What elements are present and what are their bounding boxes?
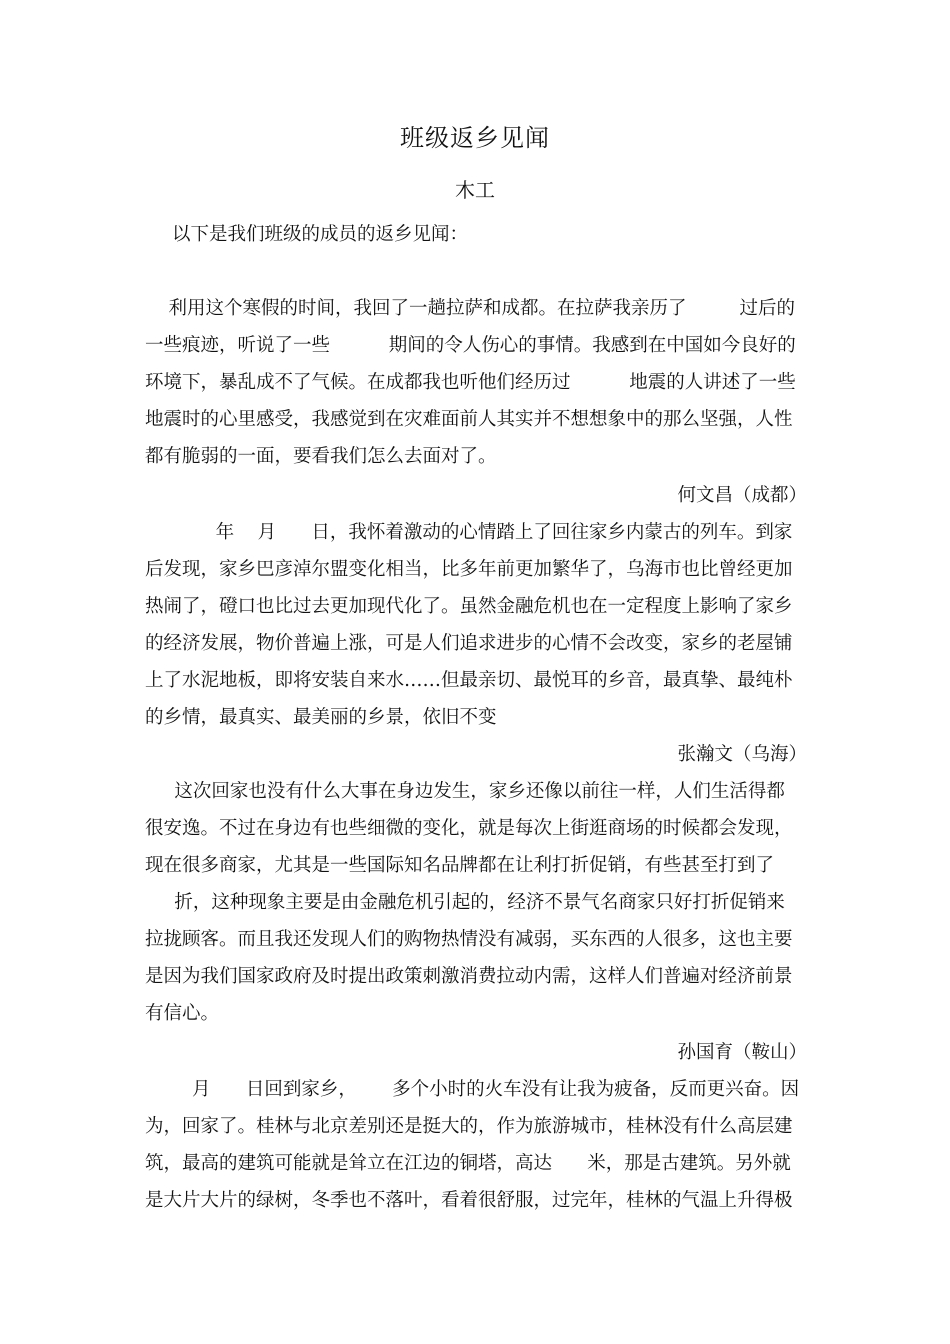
paragraph-line: 利用这个寒假的时间，我回了一趟拉萨和成都。在拉萨我亲历了 过后的 [145, 298, 795, 319]
intro-text: 以下是我们班级的成员的返乡见闻： [172, 224, 469, 245]
paragraph-line: 这次回家也没有什么大事在身边发生，家乡还像以前往一样，人们生活得都 [145, 781, 785, 802]
paragraph-line: 上了水泥地板，即将安装自来水……但最亲切、最悦耳的乡音，最真挚、最纯朴 [145, 670, 793, 691]
paragraph-line: 一些痕迹，听说了一些 期间的令人伤心的事情。我感到在中国如今良好的 [145, 335, 796, 356]
paragraph-line: 是大片大片的绿树，冬季也不落叶，看着很舒服，过完年，桂林的气温上升得极 [145, 1190, 793, 1211]
paragraph-line: 现在很多商家，尤其是一些国际知名品牌都在让利打折促销，有些甚至打到了 [145, 855, 775, 876]
document-author: 木工 [455, 178, 495, 202]
paragraph-line: 筑，最高的建筑可能就是耸立在江边的铜塔，高达 米，那是古建筑。另外就 [145, 1153, 791, 1174]
paragraph-line: 热闹了，磴口也比过去更加现代化了。虽然金融危机也在一定程度上影响了家乡 [145, 596, 793, 617]
paragraph-line: 都有脆弱的一面，要看我们怎么去面对了。 [145, 446, 497, 467]
paragraph-line: 有信心。 [145, 1003, 220, 1024]
document-title: 班级返乡见闻 [400, 124, 550, 152]
signature: 孙国育（鞍山） [677, 1042, 807, 1063]
paragraph-line: 的乡情，最真实、最美丽的乡景，依旧不变 [145, 707, 497, 728]
paragraph-line: 拉拢顾客。而且我还发现人们的购物热情没有减弱，买东西的人很多，这也主要 [145, 929, 793, 950]
paragraph-line: 是因为我们国家政府及时提出政策刺激消费拉动内需，这样人们普遍对经济前景 [145, 966, 793, 987]
signature: 张瀚文（乌海） [677, 744, 807, 765]
paragraph-line: 后发现，家乡巴彦淖尔盟变化相当，比多年前更加繁华了，乌海市也比曾经更加 [145, 559, 793, 580]
paragraph-line: 为，回家了。桂林与北京差别还是挺大的，作为旅游城市，桂林没有什么高层建 [145, 1116, 793, 1137]
paragraph-line: 地震时的心里感受，我感觉到在灾难面前人其实并不想想象中的那么坚强，人性 [145, 409, 793, 430]
paragraph-line: 的经济发展，物价普遍上涨，可是人们追求进步的心情不会改变，家乡的老屋铺 [145, 633, 793, 654]
signature: 何文昌（成都） [677, 485, 807, 506]
paragraph-line: 月 日回到家乡， 多个小时的火车没有让我为疲备，反而更兴奋。因 [145, 1079, 800, 1100]
paragraph-line: 折，这种现象主要是由金融危机引起的，经济不景气名商家只好打折促销来 [145, 892, 785, 913]
paragraph-line: 年 月 日，我怀着激动的心情踏上了回往家乡内蒙古的列车。到家 [145, 522, 793, 543]
paragraph-line: 很安逸。不过在身边有也些细微的变化，就是每次上街逛商场的时候都会发现， [145, 818, 793, 839]
paragraph-line: 环境下，暴乱成不了气候。在成都我也听他们经历过 地震的人讲述了一些 [145, 372, 796, 393]
